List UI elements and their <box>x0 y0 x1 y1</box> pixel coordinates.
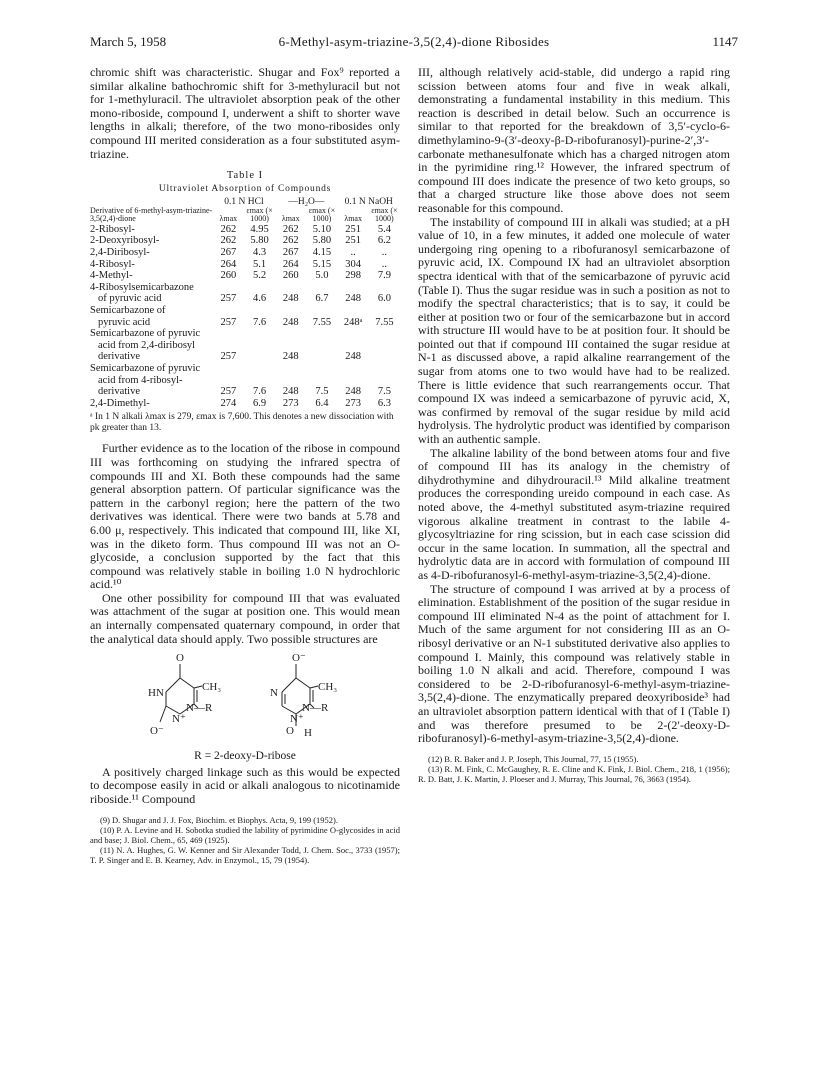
value-cell <box>306 328 337 340</box>
value-cell: 248 <box>345 293 362 305</box>
table-footnote: ᵃ In 1 N alkali λmax is 279, εmax is 7,600. This denotes a new dissociation with pk greater than 13. <box>90 412 394 434</box>
value-cell <box>275 328 306 340</box>
right-paragraph-3: The alkaline lability of the bond between atoms four and five of compound III has its analogy in the chemistry of dihydrothymine and dihydrouracil.¹³ Mild alkaline treatment produces the corresponding ureido compound in each case. As noted above, the 4-methyl substituted asym-triazine required vigorous alkaline treatment in contrast to the labile 4-glycosyltriazine for ring scission, but in each case scission did occur in the same location. In summation, all the spectral and hydrolytic data are in accord with formulation of compound III as 4-D-ribofuranosyl-6-methyl-asym-triazine-3,5(2,4)-dione. <box>418 445 730 582</box>
table-row <box>90 340 400 352</box>
value-cell: 262 <box>282 235 299 247</box>
col-lmax-header: λmax <box>344 214 362 224</box>
value-cell: 5.10 <box>312 223 332 235</box>
absorption-table <box>90 198 400 409</box>
value-cell <box>213 282 244 294</box>
left-column <box>90 66 400 866</box>
value-cell <box>213 363 244 375</box>
value-cell: 260 <box>282 270 299 282</box>
table-title: Table I <box>226 170 264 182</box>
table-row <box>90 259 400 271</box>
value-cell: 248 <box>345 351 362 363</box>
reference-13: (13) R. M. Fink, C. McGaughey, R. E. Cline and K. Fink, J. Biol. Chem., 218, 1 (1956); R. D. Batt, J. K. Martin, J. Ploeser and J. Murray, This Journal, 76, 3663 (1954). <box>418 763 730 785</box>
value-cell: .. <box>381 247 387 259</box>
col-emax-header: εmax (× 1000) <box>308 205 336 224</box>
value-cell <box>306 340 337 352</box>
derivative-name-cell: 2,4-Diribosyl- <box>90 247 150 259</box>
derivative-name-cell: derivative <box>98 386 140 398</box>
col-emax-header: εmax (× 1000) <box>371 205 398 224</box>
right-paragraph-1: III, although relatively acid-stable, did undergo a rapid ring scission between atoms four and five in weak alkali, demonstrating a fundamental instability in this medium. This reaction is described in detail below. Such an occurrence is similar to that reported for the breakdown of 3,5′-cyclo-6-dimethylamino-9-(3′-deoxy-β-D-ribofuranosyl)-purine-2′,3′-carbonate methanesulfonate which has a charged nitrogen atom in the pyrimidine ring.¹² However, the infrared spectrum of compound III does indicate the presence of two keto groups, so that a charged structure like those above does not seem reasonable for this compound. <box>418 65 730 215</box>
value-cell: 274 <box>220 397 237 409</box>
derivative-name-cell: of pyruvic acid <box>98 293 162 305</box>
value-cell: 7.55 <box>312 316 332 328</box>
value-cell: 262 <box>220 235 237 247</box>
page-number: 1147 <box>712 34 738 49</box>
value-cell: 6.0 <box>377 293 391 305</box>
left-paragraph-2: Further evidence as to the location of the ribose in compound III was forthcoming on studying the infrared spectra of compounds III and XI. Both these compounds had the same general absorption pattern. Of particular significance was the pattern in the carbonyl region; here the pattern of the two derivatives was identical. There were two bands at 5.78 and 6.00 μ, respectively. This indicated that compound III, like XI, was in the diketo form. Thus compound III was not an O-glycoside, a conclusion supported by the fact that this compound was relatively stable in boiling 1.0 N hydrochloric acid.¹⁰ <box>90 441 400 592</box>
value-cell: 257 <box>220 386 237 398</box>
derivative-name-cell: 2-Deoxyribosyl- <box>90 235 160 247</box>
value-cell: 7.5 <box>377 386 391 398</box>
derivative-name-cell: Semicarbazone of pyruvic <box>90 328 201 340</box>
value-cell <box>275 375 306 387</box>
running-title: 6-Methyl-asym-triazine-3,5(2,4)-dione Ribosides <box>278 34 550 49</box>
left-paragraph-4: A positively charged linkage such as this would be expected to decompose easily in acid or alkali analogous to nicotinamide riboside.¹¹ Compound <box>90 764 400 807</box>
table-row <box>90 328 400 340</box>
value-cell: 248 <box>282 316 299 328</box>
value-cell <box>338 305 369 317</box>
struct-label-nr-2: N—R <box>302 702 329 715</box>
struct-label-o-minus: O⁻ <box>150 725 164 738</box>
reference-10: (10) P. A. Levine and H. Sobotka studied the lability of pyrimidine O-glycosides in acid and base; J. Biol. Chem., 65, 469 (1925). <box>90 824 400 846</box>
value-cell: 5.80 <box>250 235 269 247</box>
col-lmax-header: λmax <box>281 214 300 224</box>
value-cell <box>244 351 275 363</box>
value-cell: 251 <box>345 235 362 247</box>
value-cell: 298 <box>345 270 362 282</box>
right-paragraph-4: The structure of compound I was arrived at by a process of elimination. Establishment of the position of the sugar residue in compound III eliminated N-4 as the point of attachment for I. Much of the same argument for not considering III as an O-ribosyl derivative or an N-1 substituted derivative also applies to compound I. Mainly, this compound was relatively stable in boiling 1.0 N alkali and acid. Therefore, compound I was considered to be 2-D-ribofuranosyl-6-methyl-asym-triazine-3,5(2,4)-dione. The enzymatically prepared deoxyriboside³ had an ultraviolet absorption pattern identical with that of I (Table I) and was therefore presumed to be 2-(2′-deoxy-D-ribofuranosyl)-6-methyl-asym-triazine-3,5(2,4)-dione. <box>418 581 730 746</box>
struct-label-o-top: O <box>176 652 184 665</box>
structure-drawing <box>90 650 400 748</box>
value-cell: 262 <box>220 223 237 235</box>
value-cell: 251 <box>345 223 362 235</box>
derivative-name-cell: acid from 4-ribosyl- <box>98 374 183 386</box>
table-row <box>90 270 400 282</box>
value-cell <box>338 328 369 340</box>
value-cell: .. <box>350 247 356 259</box>
table-row <box>90 398 400 410</box>
value-cell: 257 <box>220 351 237 363</box>
reference-9: (9) D. Shugar and J. J. Fox, Biochim. et Biophys. Acta, 9, 199 (1952). <box>100 814 338 825</box>
value-cell: 5.2 <box>252 270 267 282</box>
value-cell: 6.3 <box>377 397 391 409</box>
struct-label-hn: HN <box>148 687 164 700</box>
table-body <box>90 224 400 410</box>
table-row <box>90 235 400 247</box>
value-cell: 4.95 <box>250 223 269 235</box>
value-cell: 248 <box>282 293 299 305</box>
derivative-name-cell: 2-Ribosyl- <box>90 223 135 235</box>
group-hcl-header: 0.1 N HCl <box>224 197 264 208</box>
value-cell <box>338 282 369 294</box>
table-row <box>90 305 400 317</box>
value-cell: 6.2 <box>377 235 391 247</box>
value-cell: 248 <box>345 386 362 398</box>
value-cell: 257 <box>220 316 237 328</box>
value-cell <box>244 340 275 352</box>
struct-label-nplus-2: N⁺ <box>290 713 304 726</box>
struct-label-ch3-2: CH₃ <box>318 681 338 694</box>
derivative-name-cell: pyruvic acid <box>98 316 151 328</box>
value-cell: 5.1 <box>252 258 267 270</box>
page-header <box>90 34 738 50</box>
value-cell <box>369 282 400 294</box>
col-lmax-header: λmax <box>219 214 238 224</box>
value-cell: 7.6 <box>252 386 267 398</box>
value-cell: 7.5 <box>315 386 329 398</box>
value-cell: 4.15 <box>312 247 332 259</box>
value-cell: 257 <box>220 293 237 305</box>
value-cell: .. <box>381 258 387 270</box>
value-cell: 5.15 <box>312 258 332 270</box>
value-cell <box>244 375 275 387</box>
struct-label-nr-1: N—R <box>186 702 213 715</box>
value-cell: 6.7 <box>315 293 329 305</box>
table-subtitle: Ultraviolet Absorption of Compounds <box>158 183 332 194</box>
table-row <box>90 386 400 398</box>
value-cell <box>338 363 369 375</box>
value-cell <box>306 351 337 363</box>
value-cell <box>213 340 244 352</box>
value-cell <box>369 363 400 375</box>
value-cell: 5.0 <box>315 270 329 282</box>
value-cell: 262 <box>282 223 299 235</box>
table-row <box>90 317 400 329</box>
value-cell <box>213 305 244 317</box>
table-row <box>90 351 400 363</box>
value-cell: 267 <box>220 247 237 259</box>
value-cell: 248ᵃ <box>343 316 363 328</box>
derivative-name-cell: 4-Methyl- <box>90 270 133 282</box>
derivative-name-cell: Semicarbazone of <box>90 305 166 316</box>
derivative-name-cell: 4-Ribosylsemicarbazone <box>90 281 194 293</box>
value-cell <box>244 328 275 340</box>
value-cell: 273 <box>345 397 362 409</box>
struct-label-nplus-1: N⁺ <box>172 713 186 726</box>
derivative-name-cell: Semicarbazone of pyruvic <box>90 362 201 374</box>
value-cell <box>244 363 275 375</box>
value-cell: 264 <box>282 258 299 270</box>
value-cell: 4.3 <box>252 247 267 259</box>
value-cell <box>306 305 337 317</box>
value-cell: 7.6 <box>252 316 267 328</box>
right-references <box>418 754 730 785</box>
value-cell <box>369 340 400 352</box>
left-references <box>90 815 400 866</box>
value-cell <box>338 375 369 387</box>
value-cell: 4.6 <box>252 293 267 305</box>
structure-figure <box>90 650 400 748</box>
derivative-name-cell: acid from 2,4-diribosyl <box>98 339 196 351</box>
value-cell: 5.80 <box>312 235 332 247</box>
table-row <box>90 247 400 259</box>
value-cell: 7.9 <box>377 270 391 282</box>
value-cell <box>275 363 306 375</box>
left-paragraph-1: chromic shift was characteristic. Shugar and Fox⁹ reported a similar alkaline bathochromic shift for 3-methyluracil but not for 1-methyluracil. The ultraviolet absorption peak of the other mono-riboside, compound I, underwent a shift to shorter wave lengths in alkali; therefore, of the two mono-ribosides only compound III merited consideration as a four substituted asym-triazine. <box>90 65 400 161</box>
header-date: March 5, 1958 <box>90 34 167 49</box>
value-cell <box>369 375 400 387</box>
table-row <box>90 293 400 305</box>
value-cell <box>338 340 369 352</box>
table-row <box>90 224 400 236</box>
struct-label-n: N <box>270 687 278 700</box>
table-row <box>90 375 400 387</box>
col-emax-header: εmax (× 1000) <box>246 205 273 224</box>
value-cell <box>306 375 337 387</box>
table-row <box>90 282 400 294</box>
value-cell <box>275 305 306 317</box>
value-cell: 5.4 <box>377 223 391 235</box>
group-h2o-header: —H₂O— <box>288 197 325 208</box>
right-column <box>418 66 730 784</box>
derivative-name-cell: 2,4-Dimethyl- <box>90 397 150 409</box>
value-cell <box>244 282 275 294</box>
value-cell <box>213 375 244 387</box>
value-cell: 6.4 <box>315 397 329 409</box>
reference-11: (11) N. A. Hughes, G. W. Kenner and Sir Alexander Todd, J. Chem. Soc., 3733 (1957); T. P. Singer and E. B. Kearney, Adv. in Enzymol., 15, 79 (1954). <box>90 845 400 866</box>
value-cell: 248 <box>282 386 299 398</box>
group-naoh-header: 0.1 N NaOH <box>344 197 393 208</box>
struct-label-o-minus-top: O⁻ <box>292 652 306 665</box>
value-cell <box>275 282 306 294</box>
structure-caption: R = 2-deoxy-D-ribose <box>194 750 296 763</box>
value-cell <box>244 305 275 317</box>
value-cell: 264 <box>220 258 237 270</box>
value-cell <box>369 351 400 363</box>
value-cell: 248 <box>282 351 299 363</box>
col-derivative-header: Derivative of 6-methyl-asym-triazine-3,5(2,4)-dione <box>90 205 213 224</box>
value-cell: 7.55 <box>375 316 394 328</box>
value-cell <box>369 328 400 340</box>
value-cell: 260 <box>220 270 237 282</box>
value-cell: 304 <box>345 258 362 270</box>
derivative-name-cell: derivative <box>98 351 140 363</box>
struct-label-h: H <box>304 727 312 740</box>
value-cell <box>369 305 400 317</box>
table-1 <box>90 169 400 434</box>
value-cell <box>213 328 244 340</box>
value-cell <box>275 340 306 352</box>
struct-label-ch3-1: CH₃ <box>202 681 222 694</box>
value-cell <box>306 363 337 375</box>
value-cell: 273 <box>282 397 299 409</box>
value-cell <box>306 282 337 294</box>
value-cell: 6.9 <box>252 397 267 409</box>
struct-label-o-bot: O <box>286 725 294 738</box>
right-paragraph-2: The instability of compound III in alkali was studied; at a pH value of 10, in a few minutes, it added one molecule of water undergoing ring opening to a ribofuranosyl semicarbazone of pyruvic acid, IX. Compound IX had an ultraviolet absorption spectra identical with that of the semicarbazone of pyruvic acid (Table I). Thus the sugar residue was in such a position as not to modify the spectral characteristics; that is to say, it could be either at position two or four of the semicarbazone but in accord with structure III would have to be at position four. It should be pointed out that if compound III contained the sugar residue at N-1 as discussed above, a rapid alkaline rearrangement of the sugar from atoms one to two would have had to be realized. There is little evidence that such rearrangements occur. That compound IX was indeed a semicarbazone of pyruvic acid, X, was confirmed by removal of the sugar residue by mild acid hydrolysis. The hydrolytic product was identified by comparison with an authentic sample. <box>418 214 730 447</box>
reference-12: (12) B. R. Baker and J. P. Joseph, This Journal, 77, 15 (1955). <box>428 753 639 764</box>
left-paragraph-3: One other possibility for compound III that was evaluated was attachment of the sugar at position one. This would mean an internally compensated quaternary compound, in order that the analytical data should apply. Two possible structures are <box>90 590 400 646</box>
value-cell: 267 <box>282 247 299 259</box>
table-row <box>90 363 400 375</box>
derivative-name-cell: 4-Ribosyl- <box>90 258 135 270</box>
